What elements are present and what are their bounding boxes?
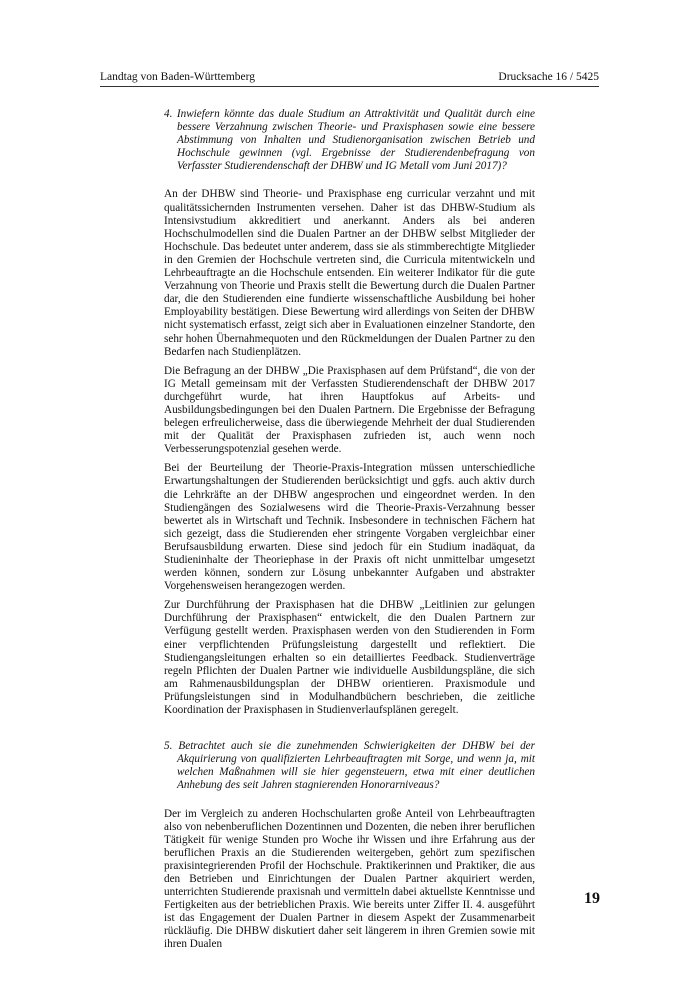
answer-paragraph-3: Bei der Beurteilung der Theorie-Praxis-Integration müssen unterschiedliche Erwartungshaltungen der Studierenden berücksichtigt und ggfs. auch aktiv durch die Lehrkräfte an der DHBW angesprochen und eingeordnet werden. In den Studiengängen des Sozialwesens wird die Theorie-Praxis-Verzahnung besser bewertet als in Wirtschaft und Technik. Insbesondere in technischen Fächern hat sich gezeigt, dass die Studierenden eher stringente Vorgaben vergleichbar einer Berufsausbildung erwarten. Diese sind jedoch für ein Studium inadäquat, da Studieninhalte der Theoriephase in der Praxis oft nicht unmittelbar umgesetzt werden können, sondern zur Lösung unbekannter Aufgaben und abstrakter Vorgehensweisen herangezogen werden. bbox=[164, 462, 535, 593]
header-document-number: Drucksache 16 / 5425 bbox=[498, 71, 599, 83]
running-header bbox=[100, 70, 599, 86]
question-4: 4. Inwiefern könnte das duale Studium an Attraktivität und Qualität durch eine bessere Verzahnung zwischen Theorie- und Praxisphasen sowie eine bessere Abstimmung von Inhalten und Studienorganisation zwischen Betrieb und Hochschule gewinnen (vgl. Ergebnisse der Studierendenbefragung von Verfasster Studierendenschaft der DHBW und IG Metall vom Juni 2017)? bbox=[164, 108, 535, 173]
header-rule bbox=[100, 86, 599, 87]
question-5: 5. Betrachtet auch sie die zunehmenden Schwierigkeiten der DHBW bei der Akquirierung von qualifizierten Lehrbeauftragten mit Sorge, und wenn ja, mit welchen Maßnahmen will sie hier gegensteuern, etwa mit einer deutlichen Anhebung des seit Jahren stagnierenden Honorarniveaus? bbox=[164, 740, 535, 792]
answer-paragraph-5: Der im Vergleich zu anderen Hochschularten große Anteil von Lehrbeauftragten also von nebenberuflichen Dozentinnen und Dozenten, die neben ihrer beruflichen Tätigkeit für wenige Stunden pro Woche ihr Wissen und ihre Erfahrung aus der beruflichen Praxis an die Studierenden weitergeben, gehört zum spezifischen praxisintegrierenden Profil der Hochschule. Praktikerinnen und Praktiker, die aus den Betrieben und Einrichtungen der Dualen Partner akquiriert werden, unterrichten Studierende praxisnah und vermitteln dabei aktuellste Kenntnisse und Fertigkeiten aus der betrieblichen Praxis. Wie bereits unter Ziffer II. 4. ausgeführt ist das Engagement der Dualen Partner in diesem Aspekt der Zusammenarbeit rückläufig. Die DHBW diskutiert daher seit längerem in ihren Gremien sowie mit ihren Dualen bbox=[164, 807, 535, 951]
answer-paragraph-2: Die Befragung an der DHBW „Die Praxisphasen auf dem Prüfstand“, die von der IG Metall gemeinsam mit der Verfassten Studierendenschaft der DHBW 2017 durchgeführt wurde, hat ihren Hauptfokus auf Arbeits- und Ausbildungsbedingungen bei den Dualen Partnern. Die Ergebnisse der Befragung belegen erfreulicherweise, dass die überwiegende Mehrheit der dual Studierenden mit der Qualität der Praxisphasen zufrieden ist, auch wenn noch Verbesserungspotenzial gesehen werde. bbox=[164, 364, 535, 456]
page-body bbox=[164, 108, 535, 958]
header-left-title: Landtag von Baden-Württemberg bbox=[100, 71, 255, 83]
page-number: 19 bbox=[584, 890, 600, 907]
answer-paragraph-4: Zur Durchführung der Praxisphasen hat die DHBW „Leitlinien zur gelungen Durchführung der Praxisphasen“ entwickelt, die den Dualen Partnern zur Verfügung gestellt werden. Praxisphasen werden von den Studierenden in Form einer verpflichtenden Prüfungsleistung dargestellt und reflektiert. Die Studiengangsleitungen erhalten so ein detailliertes Feedback. Studienverträge regeln Pflichten der Dualen Partner wie individuelle Ausbildungspläne, die sich am Rahmenausbildungsplan der DHBW orientieren. Praxismodule und Prüfungsleistungen sind in Modulhandbüchern beschrieben, die zeitliche Koordination der Praxisphasen in Studienverlaufsplänen geregelt. bbox=[164, 599, 535, 717]
answer-paragraph-1: An der DHBW sind Theorie- und Praxisphase eng curricular verzahnt und mit qualitätssichernden Instrumenten versehen. Daher ist das DHBW-Studium als Intensivstudium akkreditiert und anerkannt. Anders als bei anderen Hochschulmodellen sind die Dualen Partner an der DHBW selbst Mitglieder der Hochschule. Das bedeutet unter anderem, dass sie als stimmberechtigte Mitglieder in den Gremien der Hochschule vertreten sind, die Curricula mitentwickeln und Lehrbeauftragte an die Hochschule entsenden. Ein weiterer Indikator für die gute Verzahnung von Theorie und Praxis stellt die Bewertung durch die Dualen Partner dar, die den Studierenden eine fundierte wissenschaftliche Ausbildung bei hoher Employability bestätigen. Diese Bewertung wird allerdings von Seiten der DHBW nicht systematisch erfasst, zeigt sich aber in Evaluationen einzelner Standorte, den sehr hohen Übernahmequoten und den Rückmeldungen der Dualen Partner zu den Bedarfen nach Studienplätzen. bbox=[164, 188, 535, 358]
